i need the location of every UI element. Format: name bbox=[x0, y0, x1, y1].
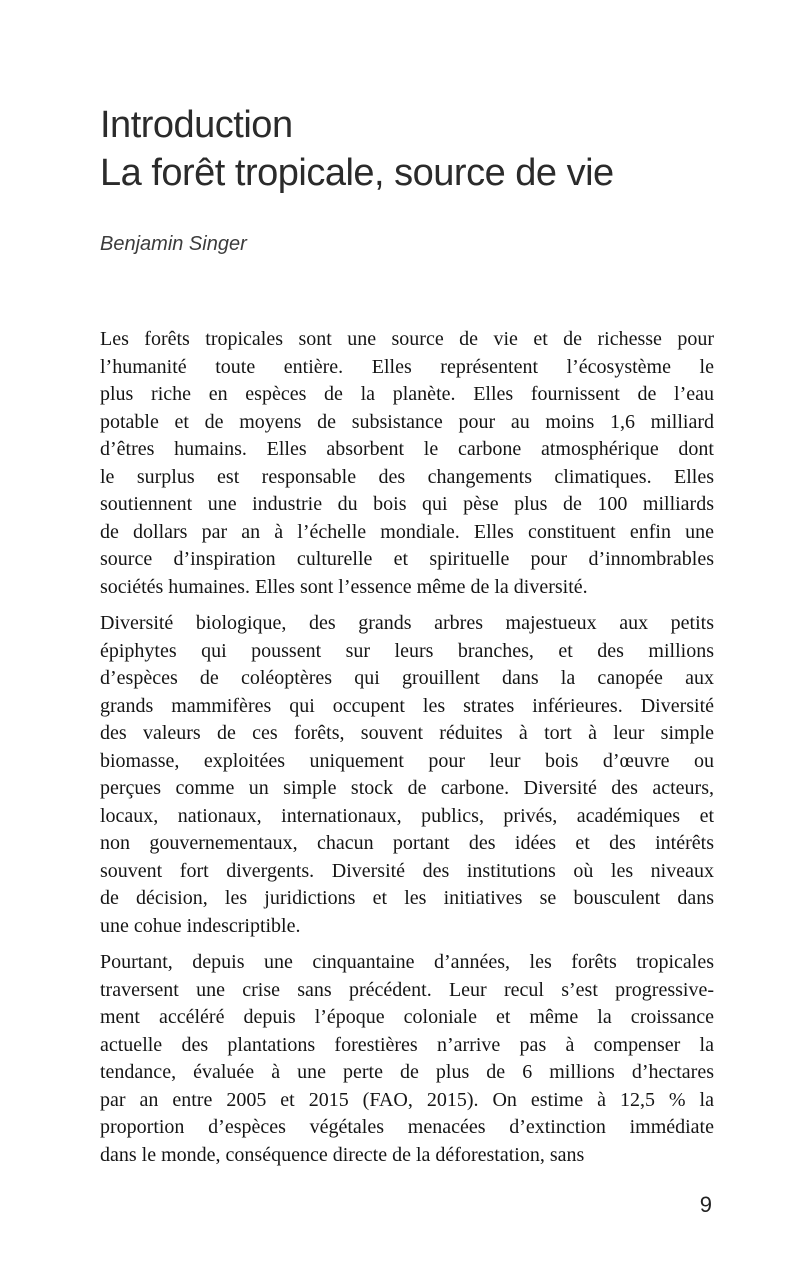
text-line: soutiennent une industrie du bois qui pèse plus de 100 milliards bbox=[100, 493, 714, 515]
text-line: le surplus est responsable des changements climatiques. Elles bbox=[100, 465, 714, 488]
text-line: biomasse, exploitées uniquement pour leur bois d’œuvre ou bbox=[100, 749, 714, 772]
chapter-title-line1: Introduction bbox=[100, 104, 293, 146]
text-line: dans le monde, conséquence directe de la déforestation, sans bbox=[100, 1143, 585, 1166]
text-line: actuelle des plantations forestières n’arrive pas à compenser la bbox=[100, 1033, 714, 1056]
text-line: des valeurs de ces forêts, souvent réduites à tort à leur simple bbox=[100, 722, 714, 744]
text-line: Pourtant, depuis une cinquantaine d’années, les forêts tropicales bbox=[100, 951, 714, 973]
chapter-title-line2: La forêt tropicale, source de vie bbox=[100, 152, 614, 194]
author-name: Benjamin Singer bbox=[100, 233, 247, 255]
body-text bbox=[100, 326, 714, 1169]
paragraph bbox=[100, 326, 714, 601]
text-line: l’humanité toute entière. Elles représentent l’écosystème le bbox=[100, 355, 714, 378]
text-line: traversent une crise sans précédent. Leur recul s’est progressive- bbox=[100, 978, 714, 1001]
page-number: 9 bbox=[699, 1192, 712, 1217]
text-line: perçues comme un simple stock de carbone. Diversité des acteurs, bbox=[100, 777, 714, 799]
chapter-title bbox=[100, 101, 750, 197]
text-line: Diversité biologique, des grands arbres majestueux aux petits bbox=[100, 612, 714, 634]
text-line: Les forêts tropicales sont une source de vie et de richesse pour bbox=[100, 328, 714, 350]
text-line: potable et de moyens de subsistance pour au moins 1,6 milliard bbox=[100, 410, 714, 433]
text-line: source d’inspiration culturelle et spirituelle pour d’innombrables bbox=[100, 548, 714, 570]
text-line: souvent fort divergents. Diversité des institutions où les niveaux bbox=[100, 859, 714, 882]
text-line: plus riche en espèces de la planète. Elles fournissent de l’eau bbox=[100, 383, 714, 405]
text-line: par an entre 2005 et 2015 (FAO, 2015). On estime à 12,5 % la bbox=[100, 1088, 714, 1111]
text-line: tendance, évaluée à une perte de plus de 6 millions d’hectares bbox=[100, 1061, 714, 1083]
text-line: épiphytes qui poussent sur leurs branches, et des millions bbox=[100, 639, 714, 662]
text-line: de décision, les juridictions et les initiatives se bousculent dans bbox=[100, 887, 714, 909]
text-line: d’espèces de coléoptères qui grouillent dans la canopée aux bbox=[100, 667, 714, 689]
text-line: ment accéléré depuis l’époque coloniale et même la croissance bbox=[100, 1006, 714, 1028]
paragraph bbox=[100, 949, 714, 1169]
text-line: locaux, nationaux, internationaux, publics, privés, académiques et bbox=[100, 804, 714, 827]
text-line: sociétés humaines. Elles sont l’essence même de la diversité. bbox=[100, 575, 588, 598]
text-line: grands mammifères qui occupent les strates inférieures. Diversité bbox=[100, 694, 714, 717]
text-line: de dollars par an à l’échelle mondiale. Elles constituent enfin une bbox=[100, 520, 714, 543]
paragraph bbox=[100, 610, 714, 940]
text-line: proportion d’espèces végétales menacées d’extinction immédiate bbox=[100, 1116, 714, 1138]
text-line: une cohue indescriptible. bbox=[100, 914, 301, 937]
text-line: d’êtres humains. Elles absorbent le carbone atmosphérique dont bbox=[100, 438, 714, 460]
text-line: non gouvernementaux, chacun portant des idées et des intérêts bbox=[100, 832, 714, 854]
